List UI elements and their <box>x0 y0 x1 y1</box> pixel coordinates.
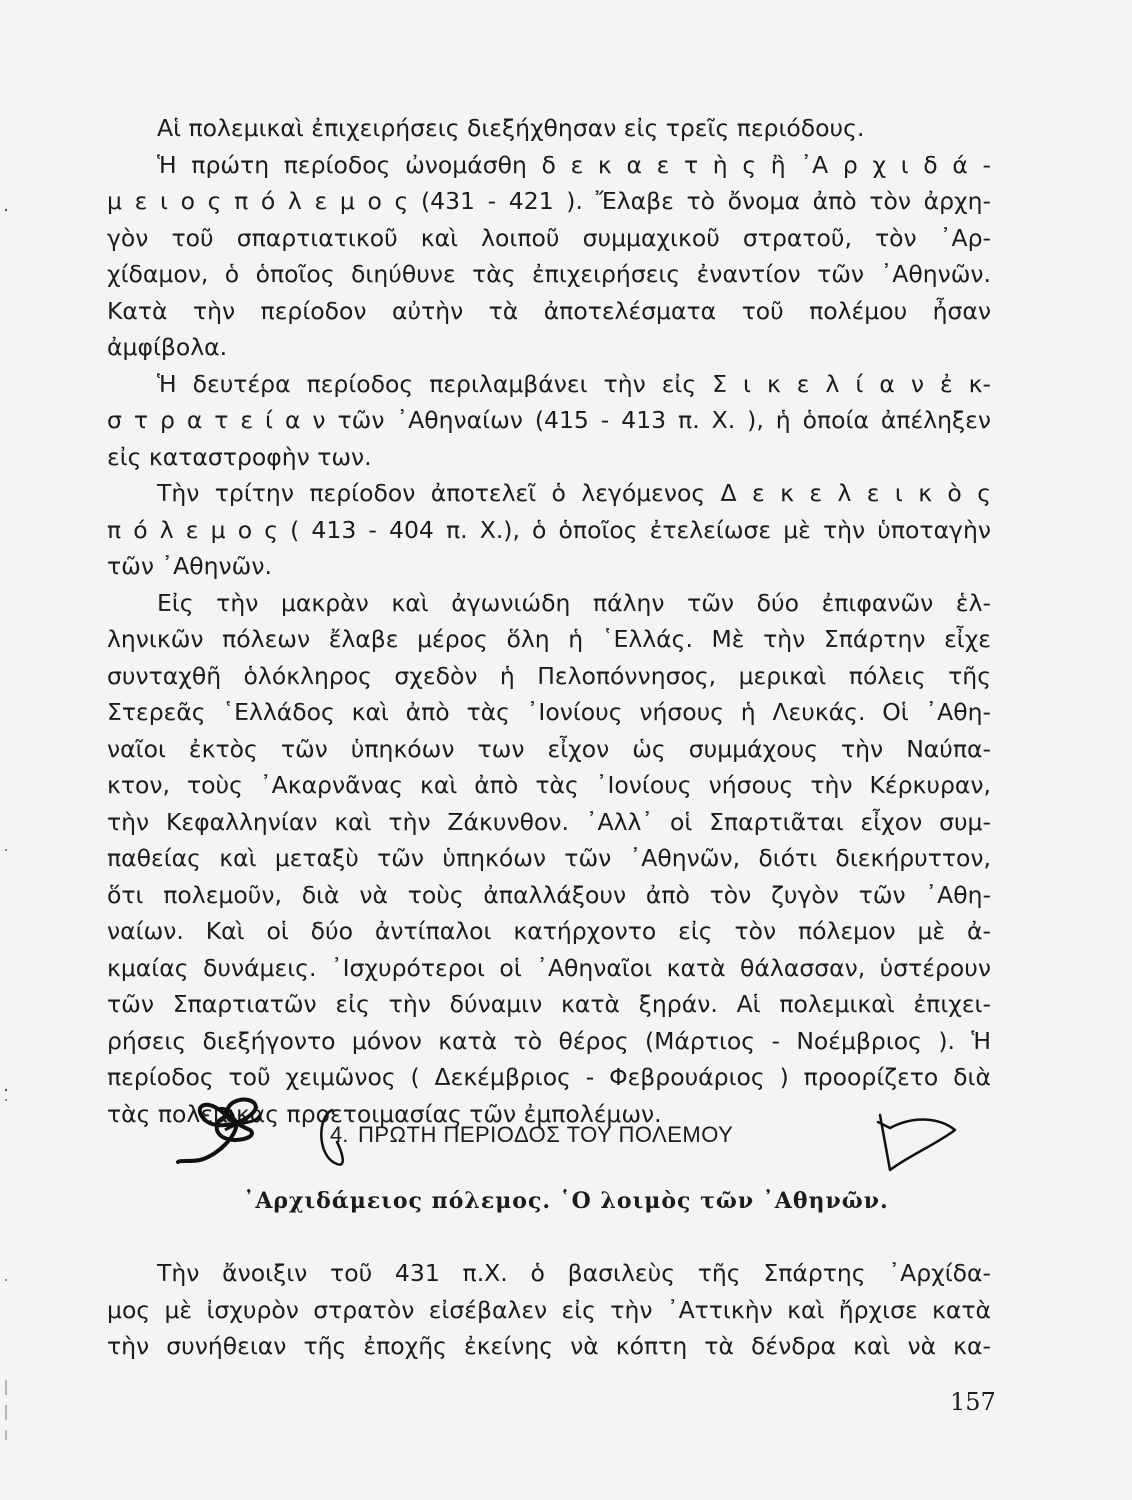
text-line: Εἰς τὴν μακρὰν καὶ ἀγωνιώδη πάλην τῶν δύο ἐπιφανῶν ἑλ- <box>157 588 991 617</box>
text-line: περίοδος τοῦ χειμῶνος ( Δεκέμβριος - Φεβρουάριος ) προορίζετο διὰ <box>107 1063 991 1091</box>
scan-margin-marks <box>0 0 30 1500</box>
text-line: ναίων. Καὶ οἱ δύο ἀντίπαλοι κατήρχοντο εἰς τὸν πόλεμον μὲ ἀ- <box>107 917 991 945</box>
text-line: τὴν Κεφαλληνίαν καὶ τὴν Ζάκυνθον. ᾿Αλλ᾿ οἱ Σπαρτιᾶται εἶχον συμ- <box>107 807 991 836</box>
text-line: εἰς καταστροφὴν των. <box>107 442 372 471</box>
text-line: μ ε ι ο ς π ό λ ε μ ο ς (431 - 421 ). Ἔλαβε τὸ ὄνομα ἀπὸ τὸν ἀρχη- <box>107 187 991 215</box>
section-title: ΠΡΩΤΗ ΠΕΡΙΟΔΟΣ ΤΟΥ ΠΟΛΕΜΟΥ <box>358 1122 734 1147</box>
text-line: τὰς πολεμικὰς προετοιμασίας τῶν ἐμπολέμων. <box>107 1099 662 1128</box>
text-line: Ἡ πρώτη περίοδος ὠνομάσθη δ ε κ α ε τ ὴ ς ἢ ᾿Α ρ χ ι δ ά - <box>157 150 991 179</box>
text-line: ὅτι πολεμοῦν, διὰ νὰ τοὺς ἀπαλλάξουν ἀπὸ τὸν ζυγὸν τῶν ᾿Αθη- <box>107 880 991 909</box>
text-line: Τὴν ἄνοιξιν τοῦ 431 π.Χ. ὁ βασιλεὺς τῆς Σπάρτης ᾿Αρχίδα- <box>157 1259 991 1287</box>
text-line: Κατὰ τὴν περίοδον αὐτὴν τὰ ἀποτελέσματα τοῦ πολέμου ἦσαν <box>107 296 991 325</box>
text-line: γὸν τοῦ σπαρτιατικοῦ καὶ λοιποῦ συμμαχικοῦ στρατοῦ, τὸν ᾿Αρ- <box>107 223 991 252</box>
section-subtitle: ᾿Αρχιδάμειος πόλεμος. ῾Ο λοιμὸς τῶν ᾿Αθηνῶν. <box>243 1188 889 1214</box>
text-line: παθείας καὶ μεταξὺ τῶν ὑπηκόων τῶν ᾿Αθηνῶν, διότι διεκήρυττον, <box>107 844 991 872</box>
text-line: ναῖοι ἐκτὸς τῶν ὑπηκόων των εἶχον ὡς συμμάχους τὴν Ναύπα- <box>107 734 991 763</box>
text-line: ἀμφίβολα. <box>107 333 228 361</box>
text-line: ρήσεις διεξήγοντο μόνον κατὰ τὸ θέρος (Μάρτιος - Νοέμβριος ). Ἡ <box>107 1026 991 1055</box>
text-line: κτον, τοὺς ᾿Ακαρνᾶνας καὶ ἀπὸ τὰς ᾿Ιονίους νήσους τὴν Κέρκυραν, <box>107 771 991 799</box>
main-text <box>107 110 991 1132</box>
text-line: τῶν Σπαρτιατῶν εἰς τὴν δύναμιν κατὰ ξηράν. Αἱ πολεμικαὶ ἐπιχει- <box>107 990 991 1018</box>
text-line: τῶν ᾿Αθηνῶν. <box>107 552 272 580</box>
handwritten-scribble-left-icon <box>170 1090 290 1175</box>
section-heading-row <box>0 1090 1132 1180</box>
section-number-badge <box>312 1102 360 1172</box>
text-line: Αἱ πολεμικαὶ ἐπιχειρήσεις διεξήχθησαν εἰς τρεῖς περιόδους. <box>157 114 865 142</box>
text-line: κμαίας δυνάμεις. ᾿Ισχυρότεροι οἱ ᾿Αθηναῖοι κατὰ θάλασσαν, ὑστέρουν <box>107 953 991 982</box>
text-line: τὴν συνήθειαν τῆς ἐποχῆς ἐκείνης νὰ κόπτη τὰ δένδρα καὶ νὰ κα- <box>107 1332 991 1360</box>
text-line: συνταχθῆ ὁλόκληρος σχεδὸν ἡ Πελοπόννησος, μερικαὶ πόλεις τῆς <box>107 661 991 690</box>
text-line: Στερεᾶς ῾Ελλάδος καὶ ἀπὸ τὰς ᾿Ιονίους νήσους ἡ Λευκάς. Οἱ ᾿Αθη- <box>107 698 991 726</box>
text-line: σ τ ρ α τ ε ί α ν τῶν ᾿Αθηναίων (415 - 413 π. Χ. ), ἡ ὁποία ἀπέληξεν <box>107 406 991 434</box>
text-line: χίδαμον, ὁ ὁποῖος διηύθυνε τὰς ἐπιχειρήσεις ἐναντίον τῶν ᾿Αθηνῶν. <box>107 260 991 288</box>
text-line: π ό λ ε μ ο ς ( 413 - 404 π. Χ.), ὁ ὁποῖος ἐτελείωσε μὲ τὴν ὑποταγὴν <box>107 515 991 544</box>
handwritten-scribble-right-icon <box>870 1110 970 1175</box>
text-line: Τὴν τρίτην περίοδον ἀποτελεῖ ὁ λεγόμενος Δ ε κ ε λ ε ι κ ὸ ς <box>157 479 991 507</box>
text-line: Ἡ δευτέρα περίοδος περιλαμβάνει τὴν εἰς Σ ι κ ε λ ί α ν ἐ κ- <box>157 369 991 398</box>
section-number: 4. <box>330 1122 349 1147</box>
section-text <box>107 1255 991 1365</box>
page-number: 157 <box>950 1388 996 1416</box>
text-line: μος μὲ ἰσχυρὸν στρατὸν εἰσέβαλεν εἰς τὴν ᾿Αττικὴν καὶ ἤρχισε κατὰ <box>107 1295 991 1324</box>
text-line: ληνικῶν πόλεων ἔλαβε μέρος ὅλη ἡ ῾Ελλάς. Μὲ τὴν Σπάρτην εἶχε <box>107 625 991 653</box>
